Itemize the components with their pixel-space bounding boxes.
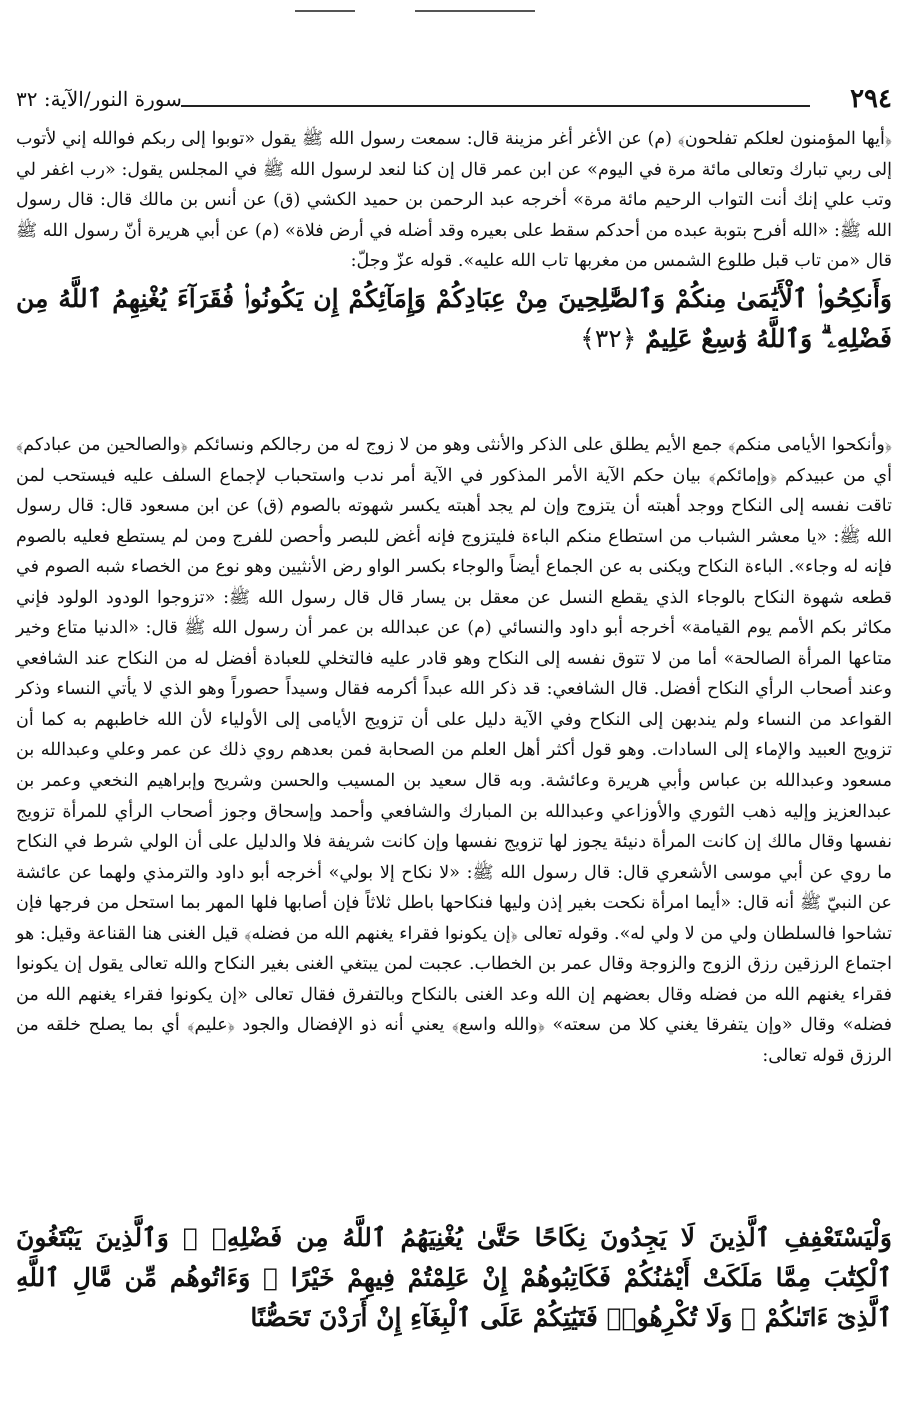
scan-top-line-left (295, 10, 355, 12)
paragraph-2: ﴿وأنكحوا الأيامى منكم﴾ جمع الأيم يطلق على الذكر والأنثى وهو من لا زوج له من رجالكم ونسائكم ﴿والصالحين من عبادكم﴾ أي من عبيدكم ﴿وإمائكم﴾ بيان حكم الآية الأمر المذكور في الآية أمر ندب واستحباب لإجماع السلف عليه فيستحب لمن تاقت نفسه إلى النكاح ووجد أهبته أن يتزوج وإن لم يجد أهبته يكسر شهوته بالصوم (ق) عن ابن مسعود قال: قال رسول الله ﷺ: «يا معشر الشباب من استطاع منكم الباءة فليتزوج فإنه أغض للبصر وأحصن للفرج ومن لم يستطع فعليه بالصوم فإنه له وجاء». الباءة النكاح ويكنى به عن الجماع أيضاً والوجاء بكسر الواو رض الأنثيين وهو نوع من الخصاء شبه الصوم في قطعه شهوة النكاح بالوجاء الذي يقطع النسل عن معقل بن يسار قال قال رسول الله ﷺ: «تزوجوا الودود الولود فإني مكاثر بكم الأمم يوم القيامة» أخرجه أبو داود والنسائي (م) عن عبدالله بن عمر أن رسول الله ﷺ قال: «الدنيا متاع وخير متاعها المرأة الصالحة» أما من لا تتوق نفسه إلى النكاح وهو قادر عليه فالتخلي للعبادة أفضل له من النكاح عند الشافعي وعند أصحاب الرأي النكاح أفضل. قال الشافعي: قد ذكر الله عبداً أكرمه فقال وسيداً حصوراً وهو الذي لا يأتي النساء وذكر القواعد من النساء ولم يندبهن إلى النكاح وفي الآية دليل على أن تزويج الأيامى إلى الأولياء لأن الله خاطبهم به كما أن تزويج العبيد والإماء إلى السادات. وهو قول أكثر أهل العلم من الصحابة فمن بعدهم روي ذلك عن عمر وعلي وعبدالله بن مسعود وعبدالله بن عباس وأبي هريرة وعائشة. وبه قال سعيد بن المسيب والحسن وشريح وإبراهيم النخعي وعمر بن عبدالعزيز وإليه ذهب الثوري والأوزاعي وعبدالله بن المبارك والشافعي وأحمد وإسحاق وجوز أصحاب الرأي للمرأة تزويج نفسها وقال مالك إن كانت المرأة دنيئة يجوز لها تزويج نفسها وإن كانت شريفة فلا والدليل على أن الولي شرط في النكاح ما روي عن أبي موسى الأشعري قال: قال رسول الله ﷺ: «لا نكاح إلا بولي» أخرجه أبو داود والترمذي ولهما عن عائشة عن النبيّ ﷺ أنه قال: «أيما امرأة نكحت بغير إذن وليها فنكاحها باطل ثلاثاً فإن أصابها فلها المهر بما استحل من فرجها فإن تشاحوا فالسلطان ولي من لا ولي له». وقوله تعالى ﴿إن يكونوا فقراء يغنهم الله من فضله﴾ قيل الغنى هنا القناعة وقيل: هو اجتماع الرزقين رزق الزوج والزوجة وقال عمر بن الخطاب. عجبت لمن يبتغي الغنى بغير النكاح والله تعالى يقول إن يكونوا فقراء يغنهم الله من فضله وقال بعضهم إن الله وعد الغنى بالنكاح وبالتفرق فقال تعالى «إن يكونوا فقراء يغنهم الله من فضله» وقال «وإن يتفرقا يغني كلا من سعته» ﴿والله واسع﴾ يعني أنه ذو الإفضال والجود ﴿عليم﴾ أي بما يصلح خلقه من الرزق قوله تعالى: (16, 435, 892, 1066)
quran-verse-2 (16, 1218, 892, 1338)
page-header (16, 84, 892, 114)
verse-1-text: وَأَنكِحُوا۟ ٱلْأَيَٰمَىٰ مِنكُمْ وَٱلصَّٰلِحِينَ مِنْ عِبَادِكُمْ وَإِمَآئِكُمْ إِن يَكُونُوا۟ فُقَرَآءَ يُغْنِهِمُ ٱللَّهُ مِن فَضْلِهِۦ ۗ وَٱللَّهُ وَٰسِعٌ عَلِيمٌ (16, 283, 892, 353)
ayah-number-marker: ﴿٣٢﴾ (580, 323, 637, 353)
running-title: سورة النور/الآية: ٣٢ (16, 87, 182, 111)
paragraph-1: ﴿أيها المؤمنون لعلكم تفلحون﴾ (م) عن الأغر أغر مزينة قال: سمعت رسول الله ﷺ يقول «توبوا إلى ربكم فوالله إني لأتوب إلى ربي تبارك وتعالى مائة مرة في اليوم» عن ابن عمر قال إن كنا لنعد لرسول الله ﷺ في المجلس يقول: «رب اغفر لي وتب علي إنك أنت التواب الرحيم مائة مرة» أخرجه عبد الرحمن بن حميد الكشي (ق) عن أنس بن مالك قال: قال رسول الله ﷺ: «الله أفرح بتوبة عبده من أحدكم سقط على بعيره وقد أضله في أرض فلاة» (م) عن أبي هريرة أنّ رسول الله ﷺ قال «من تاب قبل طلوع الشمس من مغربها تاب الله عليه». قوله عزّ وجلّ: (16, 129, 892, 272)
commentary-part-2 (16, 430, 892, 1071)
quran-verse-1 (16, 279, 892, 359)
verse-2-text: وَلْيَسْتَعْفِفِ ٱلَّذِينَ لَا يَجِدُونَ نِكَاحًا حَتَّىٰ يُغْنِيَهُمُ ٱللَّهُ مِن فَضْلِهِۦ ۗ وَٱلَّذِينَ يَبْتَغُونَ ٱلْكِتَٰبَ مِمَّا مَلَكَتْ أَيْمَٰنُكُمْ فَكَاتِبُوهُمْ إِنْ عَلِمْتُمْ فِيهِمْ خَيْرًا ۖ وَءَاتُوهُم مِّن مَّالِ ٱللَّهِ ٱلَّذِىٓ ءَاتَىٰكُمْ ۚ وَلَا تُكْرِهُوا۟ فَتَيَٰتِكُمْ عَلَى ٱلْبِغَآءِ إِنْ أَرَدْنَ تَحَصُّنًا (16, 1223, 892, 1332)
page-number: ٢٩٤ (850, 84, 892, 114)
header-rule (181, 105, 810, 107)
scan-top-line-right (415, 10, 535, 12)
commentary-part-1 (16, 124, 892, 363)
